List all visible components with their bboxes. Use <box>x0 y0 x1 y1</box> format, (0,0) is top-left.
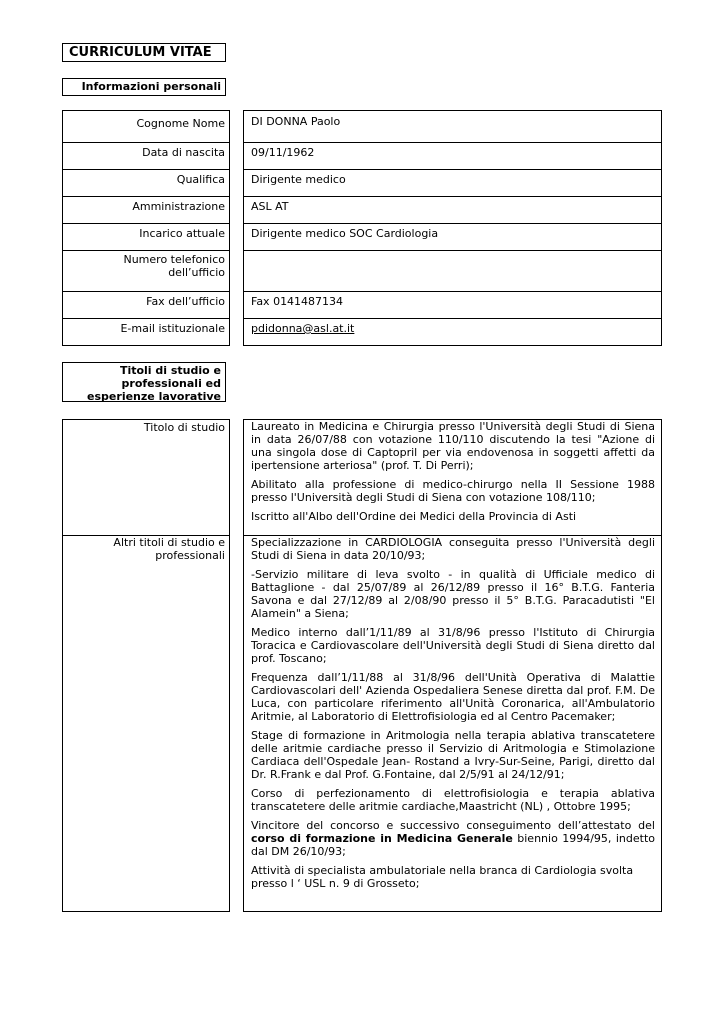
row-cognome <box>62 110 662 142</box>
value-telefono <box>243 250 662 292</box>
section-studies-label: Titoli di studio e professionali ed esperienze lavorative <box>87 364 221 403</box>
value-data-nascita: 09/11/1962 <box>243 142 662 170</box>
label-incarico: Incarico attuale <box>62 223 230 251</box>
titolo-paragraph: Iscritto all'Albo dell'Ordine dei Medici della Provincia di Asti <box>251 510 577 523</box>
vincitore-paragraph <box>251 819 655 858</box>
altri-paragraph: -Servizio militare di leva svolto - in qualità di Ufficiale medico di Battaglione - dal 25/07/89 al 26/12/89 presso il 16° B.T.G. Fanteria Savona e dal 27/12/89 al 2/08/90 presso il 5° B.T.G. Paracadutisti "El Alamein" a Siena; <box>251 568 655 620</box>
value-altri <box>243 535 662 912</box>
altri-paragraph: Corso di perfezionamento di elettrofisiologia e terapia ablativa transcatetere delle aritmie cardiache,Maastricht (NL) , Ottobre 1995; <box>251 787 655 813</box>
section-personal-label: Informazioni personali <box>81 80 221 93</box>
label-qualifica: Qualifica <box>62 169 230 197</box>
label-cognome: Cognome Nome <box>62 110 230 143</box>
value-qualifica: Dirigente medico <box>243 169 662 197</box>
titolo-paragraph: Abilitato alla professione di medico-chirurgo nella II Sessione 1988 presso l'Università degli Studi di Siena con votazione 108/110; <box>251 478 655 504</box>
vincitore-post: biennio 1994/95, indetto dal DM 26/10/93; <box>251 832 655 858</box>
label-altri: Altri titoli di studio e professionali <box>62 535 230 912</box>
altri-paragraph: Frequenza dall’1/11/88 al 31/8/96 dell'Unità Operativa di Malattie Cardiovascolari dell' Azienda Ospedaliera Senese diretta dal prof. F.M. De Luca, con particolare riferimento all'Unità Coronarica, all'Ambulatorio Aritmie, al Laboratorio di Elettrofisiologia ed al Centro Pacemaker; <box>251 671 655 723</box>
value-incarico: Dirigente medico SOC Cardiologia <box>243 223 662 251</box>
vincitore-pre: Vincitore del concorso e successivo conseguimento dell’attestato del <box>251 819 655 832</box>
studies-table <box>62 419 662 912</box>
label-fax: Fax dell’ufficio <box>62 291 230 319</box>
row-data-nascita <box>62 142 662 169</box>
row-qualifica <box>62 169 662 196</box>
altri-paragraph: Specializzazione in CARDIOLOGIA conseguita presso l'Università degli Studi di Siena in data 20/10/93; <box>251 536 655 562</box>
section-studies <box>62 362 226 402</box>
value-email-cell <box>243 318 662 346</box>
label-telefono: Numero telefonico dell’ufficio <box>62 250 230 292</box>
row-fax <box>62 291 662 318</box>
value-titolo <box>243 419 662 536</box>
value-amministrazione: ASL AT <box>243 196 662 224</box>
titolo-paragraph: Laureato in Medicina e Chirurgia presso l'Università degli Studi di Siena in data 26/07/88 con votazione 110/110 discutendo la tesi "Azione di una singola dose di Captopril per via endovenosa in soggetti affetti da ipertensione arteriosa" (prof. T. Di Perri); <box>251 420 655 472</box>
row-titolo <box>62 419 662 535</box>
label-titolo: Titolo di studio <box>62 419 230 536</box>
label-data-nascita: Data di nascita <box>62 142 230 170</box>
attivita-paragraph: Attività di specialista ambulatoriale nella branca di Cardiologia svolta presso l ‘ USL n. 9 di Grosseto; <box>251 864 634 890</box>
value-cognome: DI DONNA Paolo <box>243 110 662 143</box>
row-telefono <box>62 250 662 291</box>
value-fax: Fax 0141487134 <box>243 291 662 319</box>
row-incarico <box>62 223 662 250</box>
section-personal <box>62 78 226 96</box>
row-amministrazione <box>62 196 662 223</box>
row-email <box>62 318 662 345</box>
label-email: E-mail istituzionale <box>62 318 230 346</box>
cv-title: CURRICULUM VITAE <box>62 43 226 62</box>
altri-paragraph: Medico interno dall’1/11/89 al 31/8/96 presso l'Istituto di Chirurgia Toracica e Cardiovascolare dell'Università degli Studi di Siena diretto dal prof. Toscano; <box>251 626 655 665</box>
personal-table <box>62 110 662 345</box>
email-link[interactable]: pdidonna@asl.at.it <box>251 322 355 335</box>
altri-paragraph: Stage di formazione in Aritmologia nella terapia ablativa transcatetere delle aritmie cardiache presso il Servizio di Aritmologia e Stimolazione Cardiaca dell'Ospedale Jean- Rostand a Ivry-Sur-Seine, Parigi, diretto dal Dr. R.Frank e dal Prof. G.Fontaine, dal 2/5/91 al 24/12/91; <box>251 729 655 781</box>
row-altri <box>62 535 662 912</box>
vincitore-bold: corso di formazione in Medicina Generale <box>251 832 513 845</box>
label-amministrazione: Amministrazione <box>62 196 230 224</box>
